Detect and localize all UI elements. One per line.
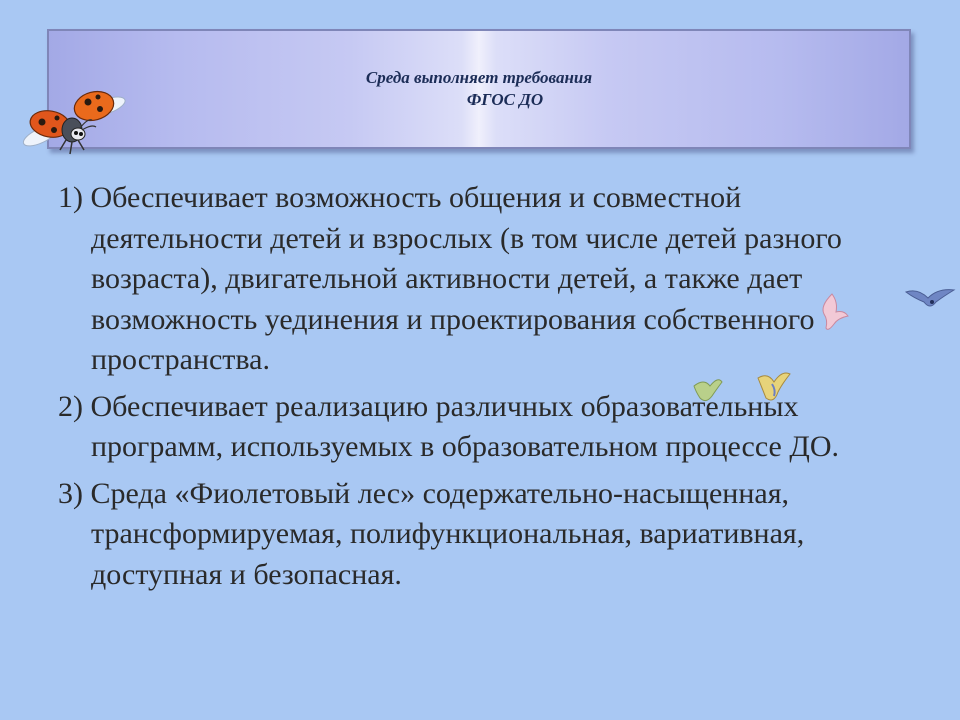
slide-title-line1: Среда выполняет требования <box>365 68 593 87</box>
ladybug-icon <box>22 84 126 158</box>
list-item: 2) Обеспечивает реализацию различных образовательных программ, используемых в образовательном процессе ДО. <box>58 389 839 463</box>
title-box <box>47 29 911 149</box>
slide-title-line2: ФГОС ДО <box>466 90 544 109</box>
list-item: 3) Среда «Фиолетовый лес» содержательно-насыщенная, трансформируемая, полифункциональная, вариативная, доступная и безопасная. <box>58 476 805 591</box>
list-item: 1) Обеспечивает возможность общения и совместной деятельности детей и взрослых (в том числе детей разного возраста), двигательной активности детей, а также дает возможность уединения и проектирования собственного пространства. <box>58 181 842 376</box>
slide-body <box>58 178 918 601</box>
